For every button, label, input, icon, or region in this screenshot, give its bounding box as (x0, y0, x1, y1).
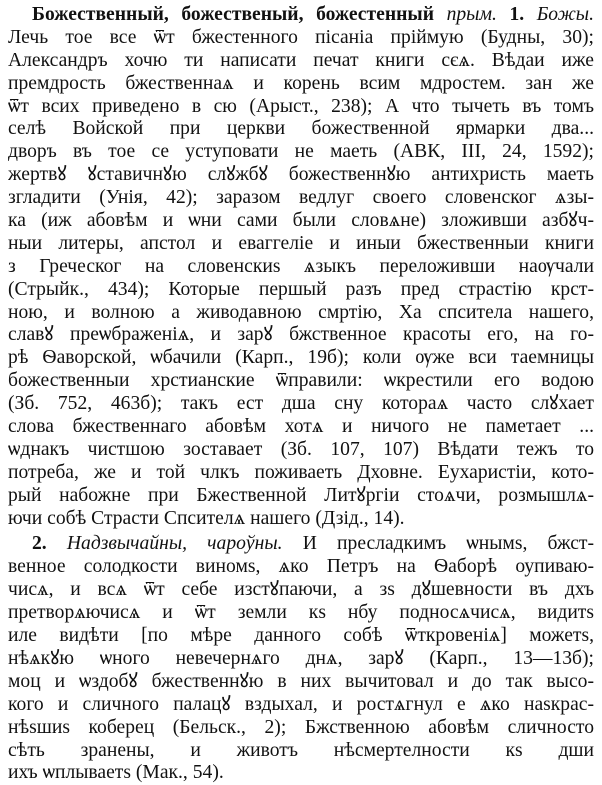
entry-1-headword: Божественный, божественый, божестенный (32, 4, 434, 25)
entry-1-text-line: божественныи хрстианские ѿправили: ѡкрестили его водою (8, 370, 594, 392)
entry-1-text-line: Александръ хочю ти написати печат книги сєѧ. Вѣдаи иже (8, 49, 594, 71)
entry-2-text-line: сѣть зранены, и животъ нѣсмертелности кѕ дши (8, 739, 594, 761)
entry-2-text-line: ихъ ѡплываетѕ (Мак., 54). (8, 762, 224, 784)
entry-1-text-line: селѣ Войской при церкви божественной ярмарки два... (8, 118, 594, 140)
entry-1-text-line: жертвꙋ ꙋставичнꙋю слꙋжбꙋ божественнꙋю антихристь маеть (8, 164, 594, 186)
entry-1-sense-number: 1. (509, 4, 525, 25)
entry-2-text-line: венное солодкости виномѕ, ѧко Петръ на Ѳаборѣ оупиваю- (8, 556, 594, 578)
entry-1-text-line: з Греческог на словенскиѕ ѧзыкъ переложивши наѹчали (8, 255, 594, 277)
entry-1-text-line: ѿт всих приведено в сю (Арыст., 238); А что тычеть въ томъ (8, 95, 594, 117)
entry-2-sense-number: 2. (32, 533, 47, 555)
entry-2-text-line: иле видѣти [по мѣре данного собѣ ѿткровеніѧ] можетѕ, (8, 625, 594, 647)
entry-1-text-line: ѡднакъ чистшою зоставает (Зб. 107, 107) Вѣдати тежъ то (8, 438, 594, 460)
entry-1-pos: прым. (446, 4, 497, 25)
entry-1-text-line: Лечь тое все ѿт бжестенного пісаніа пріймую (Будны, 30); (8, 26, 594, 48)
entry-1-text-line: ныи литеры, апстол и еваггеліе и иныи бжественныи книги (8, 232, 594, 254)
entry-1-text-line: (Стрыйк., 434); Которые першый разъ пред страстію крст- (8, 278, 594, 300)
entry-1-text-line: ка (иж абовѣм и ѡни сами были словѧне) зложивши азбꙋч- (8, 210, 594, 232)
entry-1-text-line: (Зб. 752, 463б); такъ ест дша сну котораѧ часто слꙋхает (8, 393, 594, 415)
entry-1-heading-line (8, 4, 594, 27)
entry-2-text-line: нѣѕшиѕ коберец (Бельск., 2); Бжственною абовѣм сличносто (8, 716, 594, 738)
entry-1-text-line: слова бжественнаго абовѣм хотѧ и ничого не паметает ... (8, 416, 594, 438)
entry-1-text-line: дворъ въ тое се уступовати не маеть (АВК, III, 24, 1592); (8, 141, 594, 163)
entry-2-text-line: претворѧючисѧ и ѿт земли кѕ нбу подносѧчисѧ, видитѕ (8, 602, 594, 624)
entry-2-text-line: кого и сличного палацꙋ вздыхал, и ростѧгнул е ѧко наѕкрас- (8, 693, 594, 715)
entry-2-heading-line (8, 533, 594, 556)
entry-1-text-line: рѣ Ѳаворской, ѡбачили (Карп., 19б); коли ѹже вси таемницы (8, 347, 594, 369)
entry-1-text-line: згладити (Унія, 42); заразом ведлуг своего словенског ѧзы- (8, 187, 594, 209)
entry-2-first-line-text: И пресладкимъ ѡнымѕ, бжст- (302, 533, 594, 555)
entry-1-text-line: славꙋ преѡбраженіѧ, и зарꙋ бжственное красоты его, на го- (8, 324, 594, 346)
entry-2-text-line: чисѧ, и всѧ ѿт себе изстꙋпаючи, а зѕ дꙋшевности въ дхъ (8, 579, 594, 601)
entry-2-gloss: Надзвычайны, чароўны. (66, 533, 283, 555)
entry-1-gloss: Божы. (536, 4, 594, 25)
entry-1-text-line: ною, и волною а живодавною смртію, Ха спситела нашего, (8, 301, 594, 323)
entry-1-text-line: премдрость бжественнаѧ и корень всим мдростем. зан же (8, 72, 594, 94)
entry-2-text-line: моц и ѡздобꙋ бжественнꙋю в них вычитовал и до так высо- (8, 670, 594, 692)
entry-1-text-line: ючи собѣ Страсти Спсителѧ нашего (Дзід., 14). (8, 507, 405, 529)
entry-1-text-line: рый набожне при Бжественной Литꙋргіи стоѧчи, розмышлѧ- (8, 484, 594, 506)
entry-2-text-line: нѣѧкꙋю ѡного невечернѧго днѧ, зарꙋ (Карп., 13—13б); (8, 647, 594, 669)
entry-1-text-line: потреба, же и той члкъ поживаеть Дховне. Еухаристіи, кото- (8, 461, 594, 483)
